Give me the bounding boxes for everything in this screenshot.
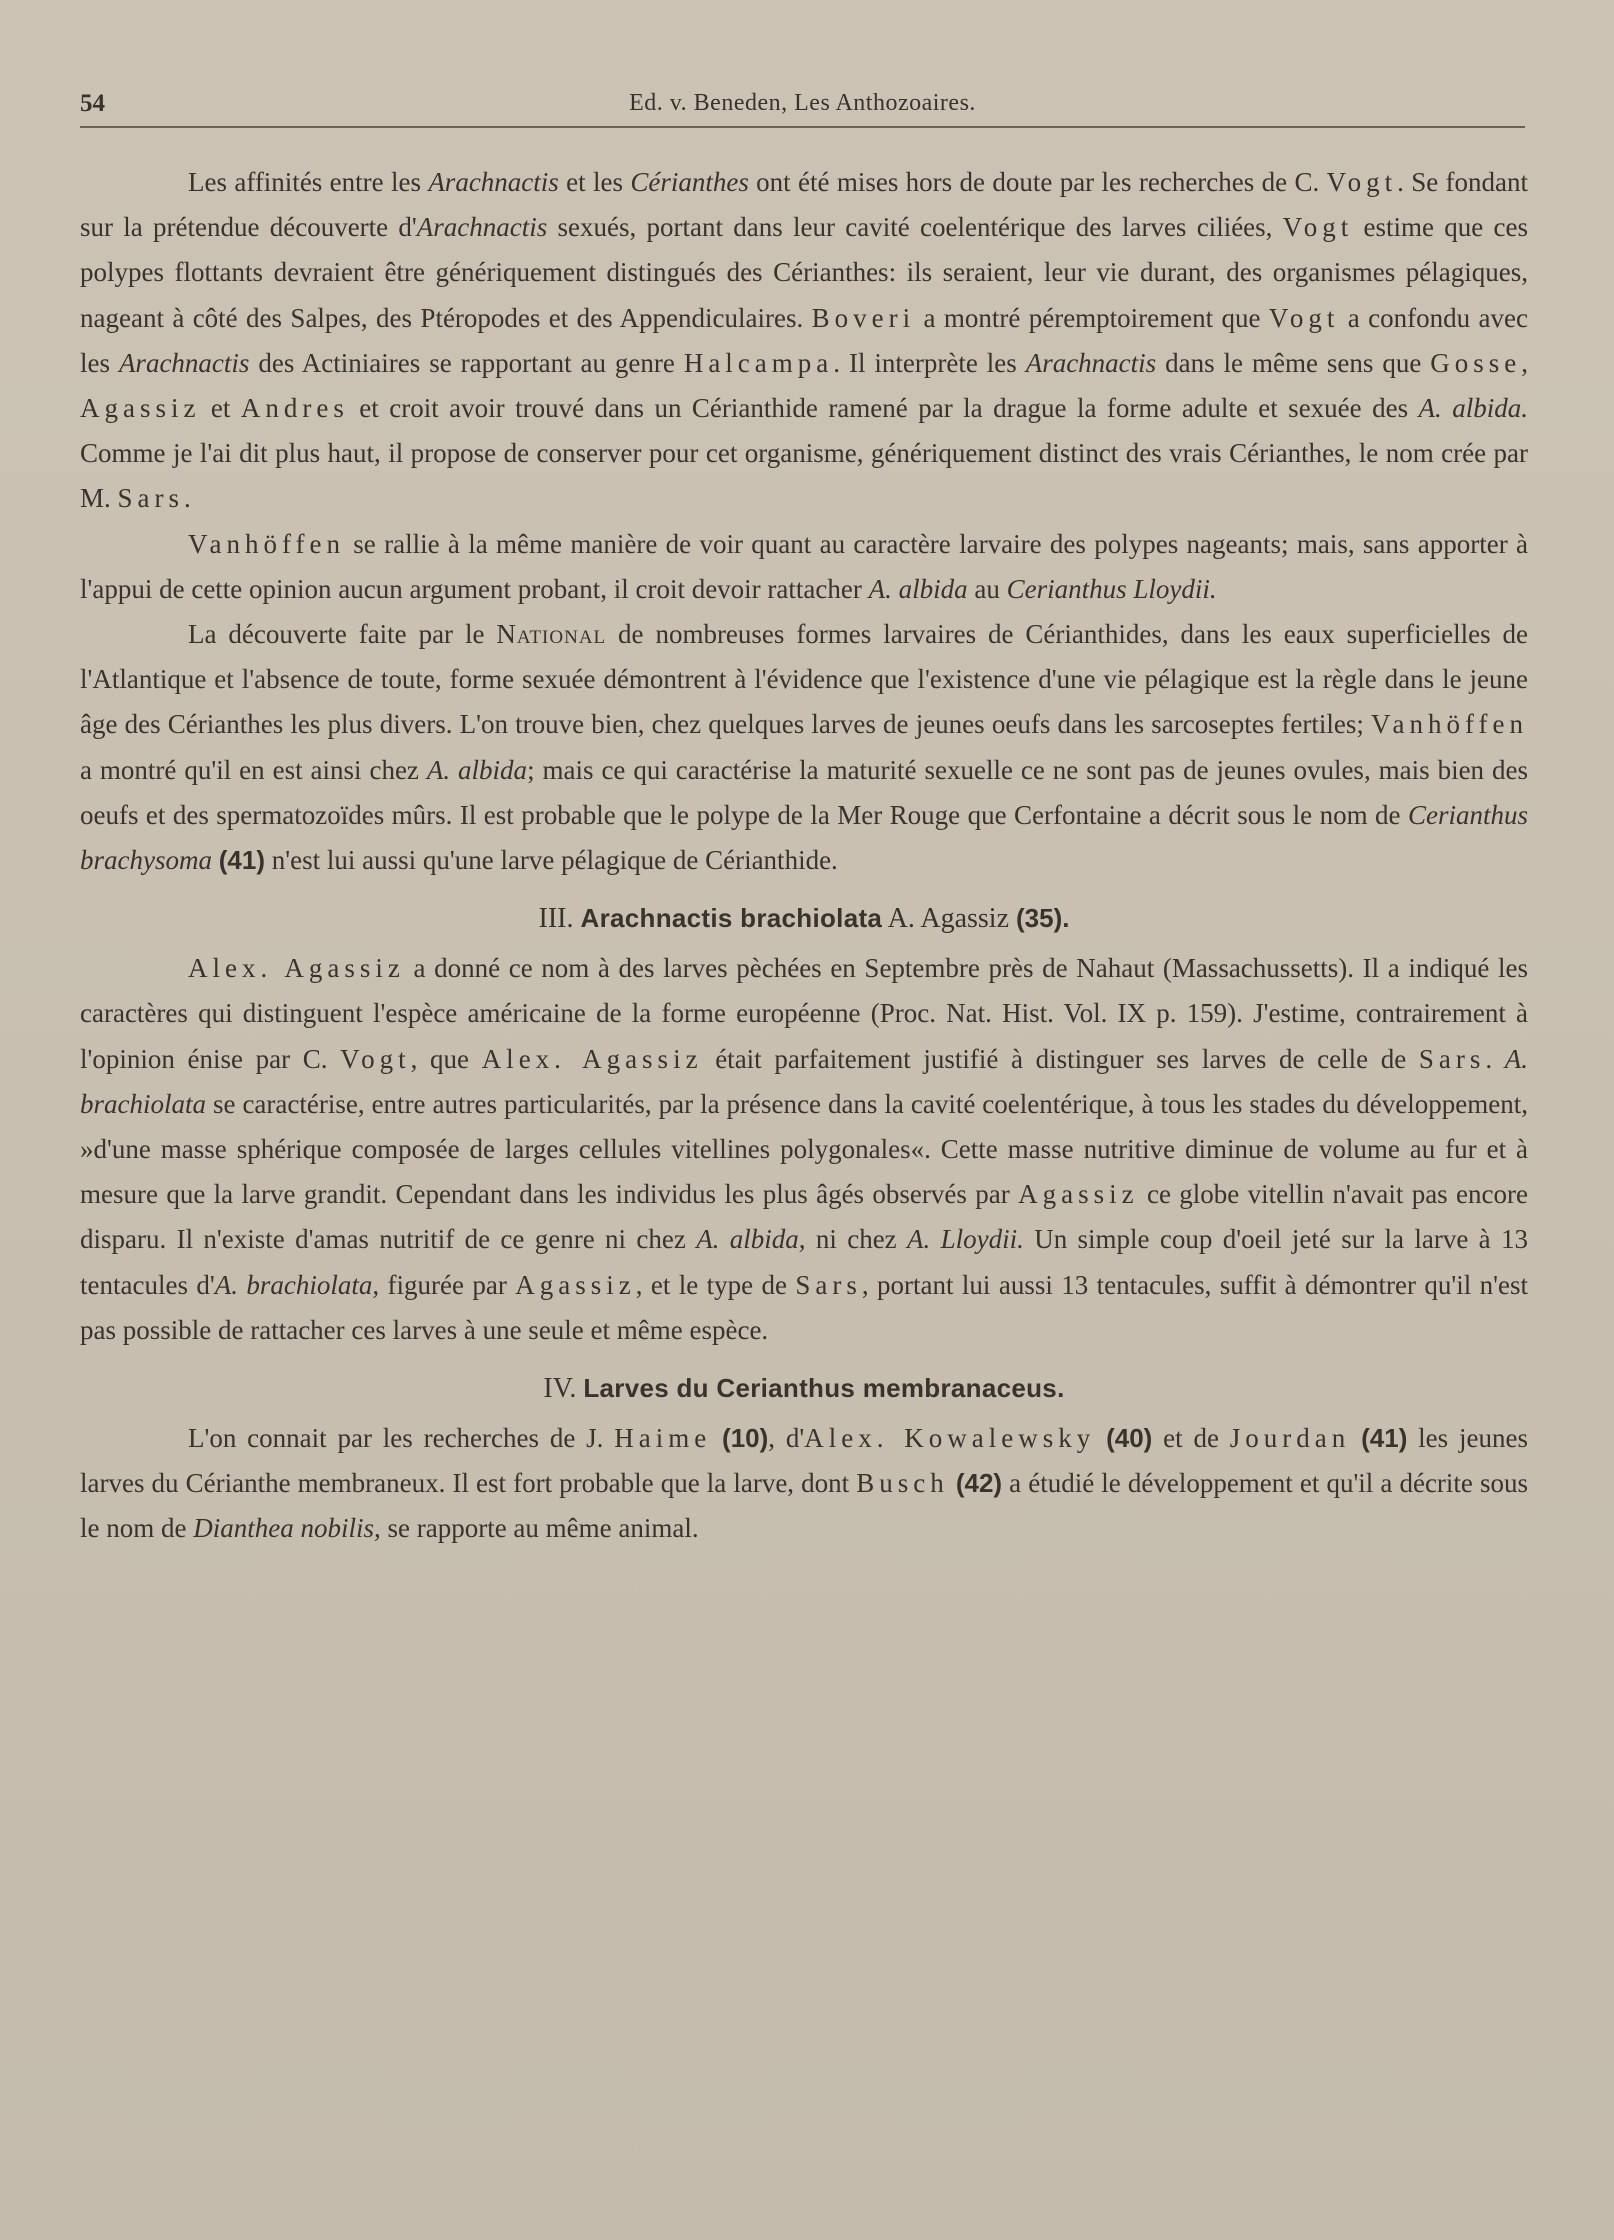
author-name: Vanhöffen	[188, 528, 345, 559]
text: ont été mises hors de doute par les recherches de C.	[748, 167, 1327, 197]
text: et croit avoir trouvé dans un Cérianthide ramené par la drague la forme adulte et sexuée des	[348, 393, 1419, 424]
reference-number: (42)	[955, 1468, 1003, 1499]
taxon-name: Arachnactis	[118, 347, 250, 378]
taxon-name: Cerianthus brachysoma	[80, 799, 1528, 876]
text: et de	[1152, 1423, 1230, 1454]
text: de nombreuses formes larvaires de Cérianthides, dans les eaux superficielles de l'Atlantique et l'absence de toute, forme sexuée démontrent à l'évidence que l'existence d'une vie pélagique est la règle dans le jeune âge des Cérianthes les plus divers. L'on trouve bien, chez quelques larves de jeunes oeufs dans les sarcoseptes fertiles;	[80, 619, 1528, 740]
taxon-name: A. brachiolata,	[214, 1269, 380, 1300]
text: L'on connait par les recherches de J.	[188, 1423, 615, 1454]
text: ni chez	[805, 1224, 908, 1255]
section-heading-iv	[80, 1365, 1528, 1412]
text: les jeunes larves du Cérianthe membraneux. Il est fort probable que la larve, dont	[80, 1423, 1528, 1499]
text: La découverte faite par le	[188, 619, 497, 650]
text	[711, 1423, 722, 1453]
author-name: Agassiz	[80, 393, 201, 424]
taxon-name: A. albida	[426, 754, 528, 785]
text: et les	[558, 167, 631, 197]
author-name: Andres	[240, 393, 349, 424]
taxon-name: A. brachiolata	[80, 1043, 1528, 1119]
text: . Se fondant sur la prétendue découverte d'	[80, 167, 1529, 243]
reference-number: (35).	[1016, 903, 1070, 934]
text: , portant lui aussi 13 tentacules, suffit à démontrer qu'il n'est pas possible de rattacher ces larves à une seule et même espèce.	[80, 1269, 1528, 1345]
running-head: Ed. v. Beneden, Les Anthozoaires.	[629, 90, 976, 116]
section-number: III.	[538, 903, 574, 935]
taxon-name: Cérianthes	[630, 167, 749, 197]
taxon-name: Arachnactis	[428, 167, 559, 197]
author-name: Agassiz	[1018, 1179, 1139, 1210]
section-title: Arachnactis brachiolata	[580, 903, 883, 934]
text	[949, 1468, 956, 1498]
section-heading-iii	[80, 895, 1528, 942]
section-author: A. Agassiz	[887, 903, 1009, 935]
text: ; mais ce qui caractérise la maturité sexuelle ce ne sont pas de jeunes ovules, mais bien des oeufs et des spermatozoïdes mûrs. Il est probable que le polype de la Mer Rouge que Cerfontaine a décrit sous le nom de	[80, 754, 1528, 830]
taxon-name: Arachnactis	[1025, 347, 1157, 378]
paragraph-membranaceus	[80, 1416, 1528, 1552]
author-name: Vogt	[1326, 167, 1398, 197]
text: au	[967, 573, 1007, 604]
genus-name: Halcampa	[683, 347, 834, 378]
text: ce globe vitellin n'avait pas encore disparu. Il n'existe d'amas nutritif de ce genre ni chez	[80, 1179, 1528, 1255]
text	[1095, 1423, 1106, 1453]
text: dans le même sens que	[1156, 347, 1431, 378]
author-name: Vogt	[1282, 212, 1354, 243]
taxon-name: A. albida.	[1418, 393, 1528, 424]
reference-number: (41)	[218, 845, 265, 876]
page-number: 54	[80, 90, 105, 117]
text: sexués, portant dans leur cavité coelentérique des larves ciliées,	[547, 212, 1283, 243]
page-header	[80, 86, 1525, 128]
author-name: Jourdan	[1229, 1423, 1351, 1454]
text: . Il interprète les	[833, 347, 1026, 378]
text: a montré péremptoirement que	[915, 302, 1269, 333]
author-name: Haime	[614, 1423, 712, 1454]
reference-number: (40)	[1106, 1423, 1153, 1454]
text: Comme je l'ai dit plus haut, il propose de conserver pour cet organisme, génériquement distinct des vrais Cérianthes, le nom crée par M.	[80, 438, 1528, 514]
taxon-name: Cerianthus Lloydii.	[1006, 573, 1217, 604]
text: a confondu avec les	[80, 302, 1528, 378]
author-name: Sars	[1418, 1043, 1486, 1074]
taxon-name: A. albida,	[696, 1224, 806, 1255]
author-name: Vogt	[1268, 302, 1340, 333]
text: des Actiniaires se rapportant au genre	[249, 347, 684, 378]
text: .	[184, 483, 191, 514]
text: figurée par	[379, 1269, 516, 1300]
section-number: IV.	[543, 1373, 577, 1405]
paragraph-national	[80, 612, 1528, 883]
author-name: Alex. Agassiz	[481, 1043, 703, 1074]
author-name: Alex. Agassiz	[188, 953, 405, 984]
text: a étudié le développement et qu'il a décrite sous le nom de	[80, 1468, 1529, 1544]
text: .	[1485, 1043, 1505, 1074]
paragraph-brachiolata	[80, 946, 1528, 1353]
author-name: Alex. Kowalewsky	[804, 1423, 1096, 1454]
author-name: Sars	[795, 1269, 862, 1300]
author-name: Gosse	[1430, 347, 1522, 378]
author-name: Busch	[856, 1468, 949, 1499]
text: se caractérise, entre autres particularités, par la présence dans la cavité coelentérique, à tous les stades du développement, »d'une masse sphérique composée de larges cellules vitellines polygonales«. Cette masse nutritive diminue de volume au fur et à mesure que la larve grandit. Cependant dans les individus les plus âgés observés par	[80, 1088, 1528, 1210]
reference-number: (10)	[722, 1423, 769, 1454]
text: a montré qu'il en est ainsi chez	[80, 754, 427, 785]
text: et	[200, 393, 241, 424]
author-name: Vogt	[340, 1043, 411, 1074]
text	[212, 845, 219, 875]
taxon-name: A. Lloydii.	[907, 1224, 1024, 1255]
text: Les affinités entre les	[188, 167, 429, 197]
author-name: Agassiz	[515, 1269, 636, 1300]
taxon-name: Dianthea nobilis,	[193, 1513, 381, 1544]
author-name: Boveri	[811, 302, 916, 333]
text: ,	[1521, 347, 1528, 378]
text: , que	[410, 1043, 482, 1074]
text: était parfaitement justifié à distinguer ses larves de celle de	[702, 1043, 1419, 1074]
text: se rapporte au même animal.	[380, 1513, 699, 1544]
author-name: Vanhöffen	[1371, 709, 1528, 740]
paragraph-vanhoffen	[80, 522, 1528, 612]
text: se rallie à la même manière de voir quant au caractère larvaire des polypes nageants; mais, sans apporter à l'appui de cette opinion aucun argument probant, il croit devoir rattacher	[80, 528, 1528, 604]
taxon-name: A. albida	[868, 573, 968, 604]
text: Un simple coup d'oeil jeté sur la larve à 13 tentacules d'	[80, 1224, 1529, 1300]
text: a donné ce nom à des larves pèchées en Septembre près de Nahaut (Massachussetts). Il a indiqué les caractères qui distinguent l'espèce américaine de la forme européenne (Proc. Nat. Hist. Vol. IX p. 159). J'estime, contrairement à l'opinion énise par C.	[80, 953, 1528, 1074]
text	[1350, 1423, 1361, 1453]
paragraph-affinites	[80, 160, 1528, 522]
section-title: Larves du Cerianthus membranaceus.	[583, 1373, 1065, 1404]
text: , d'	[768, 1423, 805, 1454]
reference-number: (41)	[1361, 1423, 1408, 1454]
text: , et le type de	[635, 1269, 796, 1300]
text: estime que ces polypes flottants devraient être génériquement distingués des Cérianthes: ils seraient, leur vie durant, des organismes pélagiques, nageant à côté des Salpes, des Ptéropodes et des Appendiculaires.	[80, 212, 1528, 333]
body-text	[80, 160, 1528, 1552]
ship-name: National	[496, 619, 607, 650]
text: n'est lui aussi qu'une larve pélagique de Cérianthide.	[264, 845, 838, 876]
author-name: Sars	[117, 483, 185, 514]
taxon-name: Arachnactis	[416, 212, 548, 243]
